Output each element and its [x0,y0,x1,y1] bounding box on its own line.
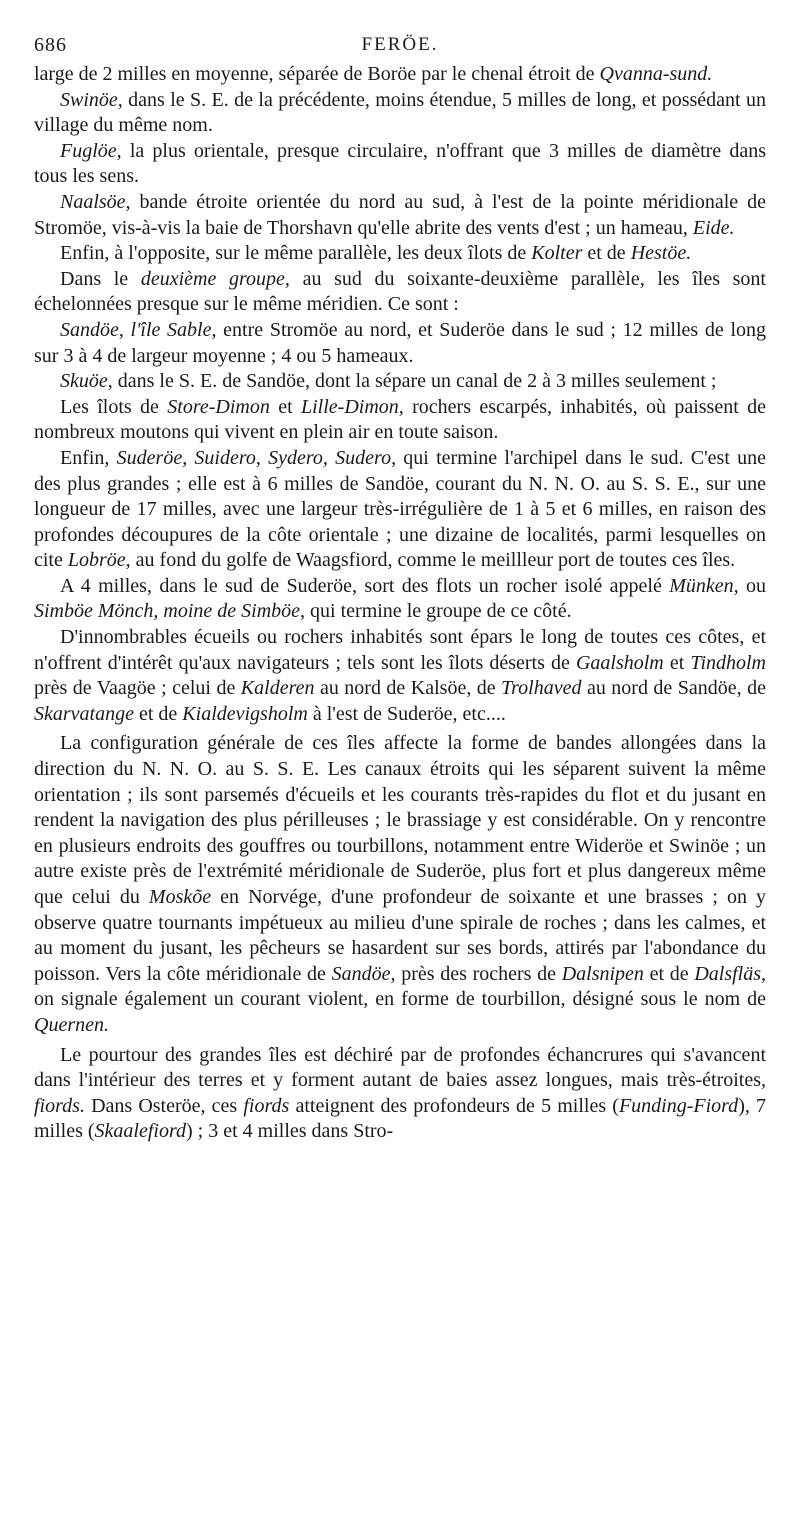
italic-term: Lobröe, [67,549,131,572]
paragraph [34,241,766,267]
italic-term: Kialdevigsholm [182,702,308,725]
text-run: au sud du soixante-deuxième parallèle, les îles sont échelonnées presque sur le même méridien. Ce sont : [34,267,766,316]
italic-term: Lille-Dimon, [300,395,404,418]
paragraph [34,88,766,139]
italic-term: Eide. [692,216,735,239]
italic-term: Hestöe. [630,242,692,265]
italic-term: Suderöe, Suidero, Sydero, Sudero, [116,446,397,469]
text-run: A 4 milles, dans le sud de Suderöe, sort des flots un rocher isolé appelé [60,574,670,597]
paragraph [34,574,766,625]
text-run: dans le S. E. de Sandöe, dont la sépare un canal de 2 à 3 milles seulement ; [112,370,717,393]
paragraph [34,139,766,190]
italic-term: Tindholm [690,651,766,674]
italic-term: Fuglöe, [60,139,122,162]
running-head: FERÖE. [361,34,439,55]
text-run: entre Stromöe au nord, et Suderöe dans le sud ; 12 milles de long sur 3 à 4 de largeur moyenne ; 4 ou 5 hameaux. [34,318,766,367]
text-run: Les îlots de [60,395,168,418]
text-run: ) ; 3 et 4 milles dans Stro- [186,1120,394,1143]
italic-term: Trolhaved [501,677,582,700]
italic-term: Naalsöe, [60,190,131,213]
text-run: à l'est de Suderöe, etc.... [307,702,506,725]
body-text [34,62,766,1145]
italic-term: Skaalefiord [94,1120,187,1143]
paragraph [34,369,766,395]
text-run: qui termine l'archipel dans le sud. C'est une des plus grandes ; elle est à 6 milles de Sandöe, courant du N. N. O. au S. S. E., sur une longueur de 17 milles, avec une largeur très-irrégulière de 1 à 5 et 6 milles, en raison des profondes découpures de la côte orientale ; une dizaine de localités, parmi lesquelles on cite [34,446,766,572]
text-run: au nord de Kalsöe, de [314,677,502,700]
italic-term: fiords [243,1094,290,1117]
paragraph [34,318,766,369]
paragraph [34,446,766,574]
italic-term: fiords. [34,1094,85,1117]
text-run: près de Vaagöe ; celui de [34,677,241,700]
paragraph [34,190,766,241]
text-run: au nord de Sandöe, de [581,677,766,700]
text-run: Le pourtour des grandes îles est déchiré par de profondes échancrures qui s'avancent dans l'intérieur des terres et y forment autant de baies assez longues, mais très-étroites, [34,1043,766,1092]
text-run: en Norvége, d'une profondeur de soixante et une brasses ; on y observe quatre tournants impétueux au milieu d'une spirale de roches ; dans les calmes, et au moment du jusant, les pêcheurs se hasardent sur ses bords, attirés par l'abondance du poisson. Vers la côte méridionale de [34,886,767,985]
italic-term: Skarvatange [34,702,134,725]
text-run: près des rochers de [395,962,562,985]
paragraph [34,62,766,88]
italic-term: Quernen. [34,1013,109,1036]
text-run: Dans Osteröe, ces [84,1094,244,1117]
italic-term: Kolter [531,242,583,265]
text-run: Enfin, à l'opposite, sur le même parallèle, les deux îlots de [60,242,532,265]
italic-term: Sandöe, l'île Sable, [60,318,217,341]
page-number: 686 [34,34,67,56]
text-run: qui termine le groupe de ce côté. [305,600,572,623]
italic-term: Moskõe [148,886,212,908]
italic-term: Skuöe, [60,370,113,393]
paragraph [34,731,766,1038]
text-run: et [269,395,301,418]
text-run: bande étroite orientée du nord au sud, à l'est de la pointe méridionale de Stromöe, vis-à-vis la baie de Thorshavn qu'elle abrite des vents d'est ; un hameau, [34,190,766,239]
text-run: ), 7 milles ( [34,1094,766,1143]
text-run: et de [133,702,183,725]
italic-term: Store-Dimon [167,395,270,418]
italic-term: deuxième groupe, [140,267,290,290]
paragraph [34,625,766,727]
text-run: au fond du golfe de Waagsfiord, comme le meillleur port de toutes ces îles. [130,549,736,572]
text-run: D'innombrables écueils ou rochers inhabités sont épars le long de toutes ces côtes, et n'offrent d'intérêt qu'aux navigateurs ; tels sont les îlots déserts de [34,626,766,674]
italic-term: Swinöe, [60,88,123,111]
italic-term: Qvanna-sund. [599,63,713,85]
text-run: large de 2 milles en moyenne, séparée de Boröe par le chenal étroit de [34,63,600,85]
text-run: on signale également un courant violent, en forme de tourbillon, désigné sous le nom de [34,988,766,1011]
text-run: Dans le [60,267,141,290]
text-run: Enfin, [60,446,117,469]
italic-term: Sandöe, [331,962,396,985]
text-run: dans le S. E. de la précédente, moins étendue, 5 milles de long, et possédant un village du même nom. [34,88,766,137]
paragraph [34,1043,766,1145]
italic-term: Dalsfläs, [694,962,767,985]
text-run: ou [738,574,767,597]
italic-term: Dalsnipen [561,962,644,985]
italic-term: Simböe Mönch, moine de Simböe, [34,600,306,623]
italic-term: Kalderen [240,677,315,700]
text-run: La configuration générale de ces îles affecte la forme de bandes allongées dans la direction du N. N. O. au S. S. E. Les canaux étroits qui les séparent suivent la même orientation ; ils sont parsemés d'écueils et les courants très-rapides du flot et du jusant en rendent la navigation des plus périlleuses ; le brassiage y est considérable. On y rencontre en plusieurs endroits des gouffres ou tourbillons, notamment entre Wideröe et Swinöe ; un autre existe près de l'extrémité méridionale de Suderöe, plus fort et plus dangereux même que celui du [34,732,766,908]
text-run: et de [582,242,631,265]
italic-term: Gaalsholm [575,651,664,674]
italic-term: Funding-Fiord [618,1094,739,1117]
page-header [34,24,766,62]
paragraph [34,395,766,446]
text-run: et [663,651,691,674]
italic-term: Münken, [669,574,739,597]
text-run: et de [643,962,695,985]
text-run: rochers escarpés, inhabités, où paissent de nombreux moutons qui vivent en plein air en toute saison. [34,395,766,444]
text-run: la plus orientale, presque circulaire, n'offrant que 3 milles de diamètre dans tous les sens. [34,139,766,188]
text-run: atteignent des profondeurs de 5 milles ( [289,1094,619,1117]
paragraph [34,267,766,318]
